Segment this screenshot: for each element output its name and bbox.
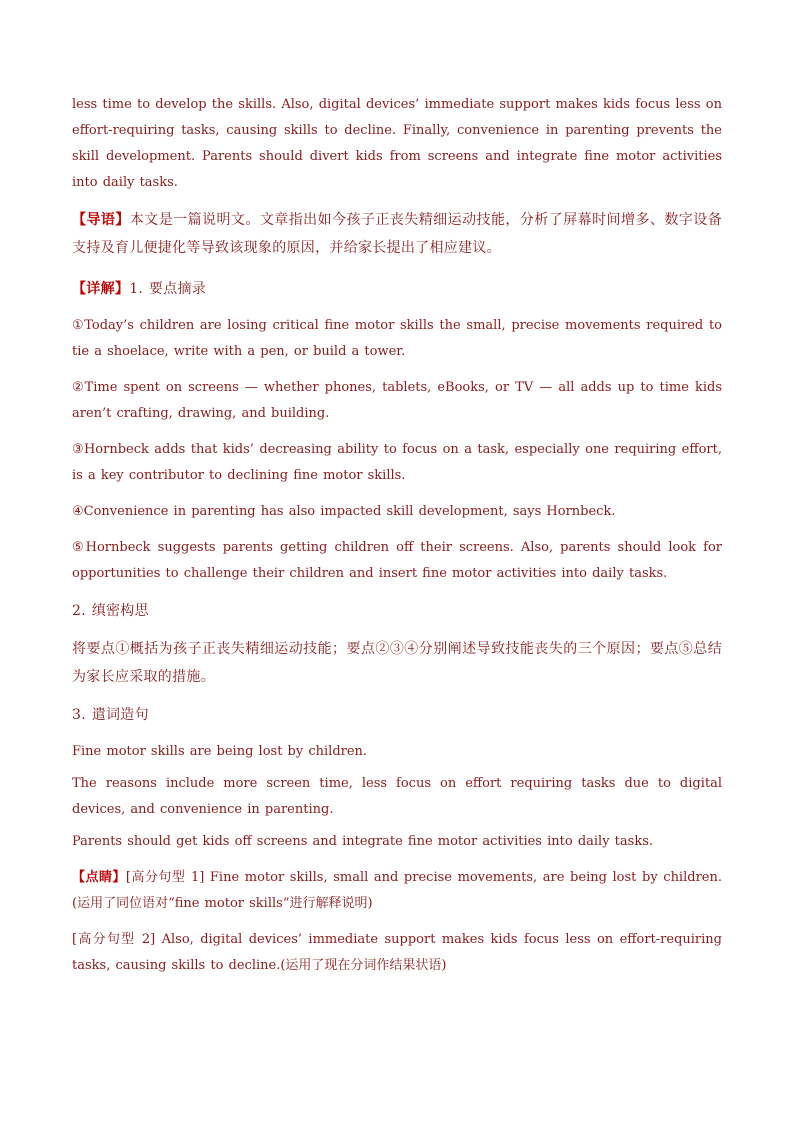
guide-paragraph [72,206,722,262]
sentence-2: The reasons include more screen time, less focus on effort requiring tasks due to digital devices, and convenience in parenting. [72,776,722,817]
highlight-item-1 [72,865,722,917]
detail-heading [72,275,722,303]
sentence-1: Fine motor skills are being lost by children. [72,744,368,759]
sentence-3: Parents should get kids off screens and integrate fine motor activities into daily tasks. [72,834,654,849]
guide-tag: 【导语】 [72,212,130,228]
point-5: ⑤Hornbeck suggests parents getting children off their screens. Also, parents should look for opportunities to challenge their children and insert fine motor activities into daily tasks. [72,540,722,581]
highlight-item-2: [高分句型 2] Also, digital devices’ immediate support makes kids focus less on effort-requiring tasks, causing skills to decline.(运用了现在分词作结果状语) [72,932,722,973]
point-3: ③Hornbeck adds that kids’ decreasing ability to focus on a task, especially one requiring effort, is a key contributor to declining fine motor skills. [72,442,722,483]
point-1: ①Today’s children are losing critical fine motor skills the small, precise movements required to tie a shoelace, write with a pen, or build a tower. [72,318,722,359]
section3-heading: 3. 遣词造句 [72,707,149,723]
detail-heading-text: 1. 要点摘录 [129,281,207,297]
summary-continued: less time to develop the skills. Also, digital devices’ immediate support makes kids focus less on effort-requiring tasks, causing skills to decline. Finally, convenience in parenting prevents the skill development. Parents should divert kids from screens and integrate fine motor activities into daily tasks. [72,97,722,190]
point-2: ②Time spent on screens — whether phones, tablets, eBooks, or TV — all adds up to time kids aren’t crafting, drawing, and building. [72,380,722,421]
highlight-tag: 【点睛】 [72,870,126,885]
highlight-item1-text: [高分句型 1] Fine motor skills, small and precise movements, are being lost by children.(运用了同位语对“fine motor skills”进行解释说明) [72,870,722,911]
section2-heading: 2. 缜密构思 [72,603,149,619]
section2-text: 将要点①概括为孩子正丧失精细运动技能；要点②③④分别阐述导致技能丧失的三个原因；要点⑤总结为家长应采取的措施。 [72,641,722,685]
point-4: ④Convenience in parenting has also impacted skill development, says Hornbeck. [72,504,616,519]
detail-tag: 【详解】 [72,281,130,297]
guide-text: 本文是一篇说明文。文章指出如今孩子正丧失精细运动技能，分析了屏幕时间增多、数字设备支持及育儿便捷化等导致该现象的原因，并给家长提出了相应建议。 [72,212,722,256]
